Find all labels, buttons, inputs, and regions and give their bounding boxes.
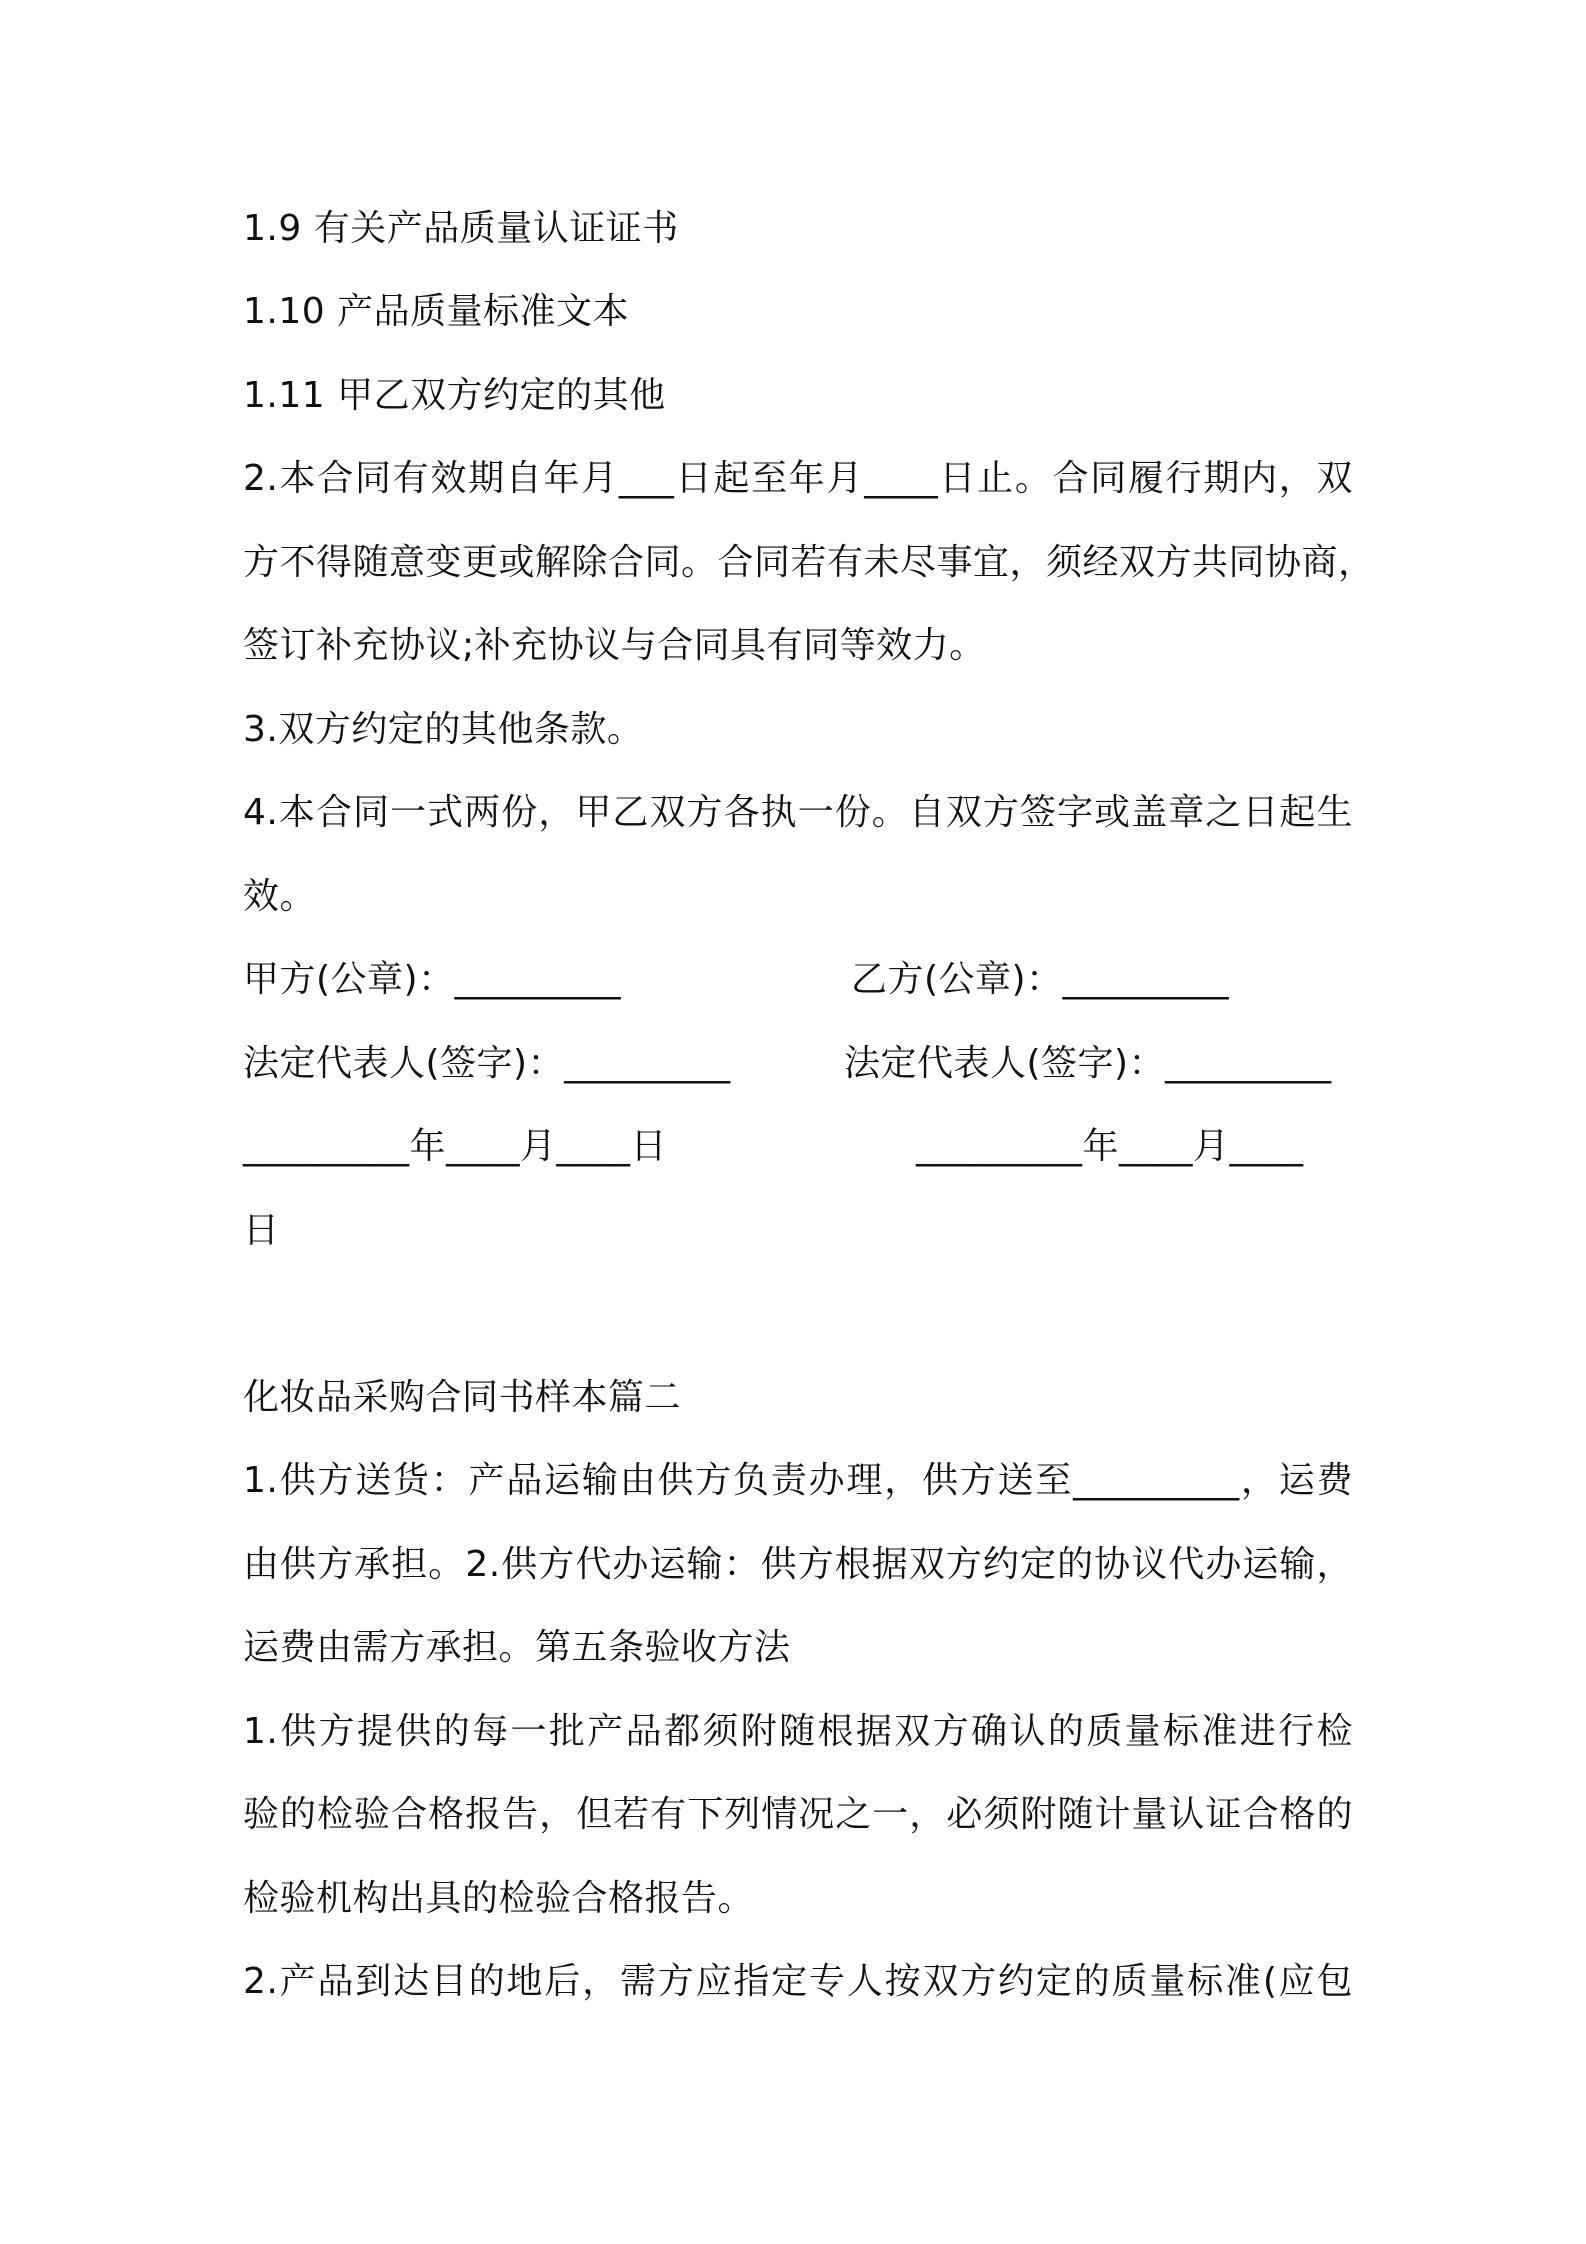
inspection-1-line-1: 1.供方提供的每一批产品都须附随根据双方确认的质量标准进行检 <box>243 1711 1353 1752</box>
clause-2-line-1: 2.本合同有效期自年月___日起至年月____日止。合同履行期内，双 <box>243 458 1353 499</box>
party-a-seal: 甲方(公章)：_________ <box>243 959 622 1000</box>
clause-4-line-1: 4.本合同一式两份，甲乙双方各执一份。自双方签字或盖章之日起生 <box>243 792 1353 833</box>
delivery-line-1: 1.供方送货：产品运输由供方负责办理，供方送至_________，运费 <box>243 1460 1353 1501</box>
clause-4-line-2: 效。 <box>243 876 317 917</box>
clause-2-line-2: 方不得随意变更或解除合同。合同若有未尽事宜，须经双方共同协商， <box>243 542 1375 583</box>
item-1-11: 1.11 甲乙双方约定的其他 <box>243 375 666 416</box>
item-1-9: 1.9 有关产品质量认证证书 <box>243 208 679 249</box>
inspection-1-line-2: 验的检验合格报告，但若有下列情况之一，必须附随计量认证合格的 <box>243 1794 1353 1835</box>
clause-2-line-3: 签订补充协议;补充协议与合同具有同等效力。 <box>243 625 986 666</box>
section-2-title: 化妆品采购合同书样本篇二 <box>243 1377 682 1418</box>
party-a-date: _________年____月____日 <box>243 1126 667 1167</box>
inspection-1-line-3: 检验机构出具的检验合格报告。 <box>243 1878 755 1919</box>
inspection-2-line-1: 2.产品到达目的地后，需方应指定专人按双方约定的质量标准(应包 <box>243 1961 1353 2002</box>
party-b-date-wrap: 日 <box>243 1210 280 1251</box>
party-a-representative: 法定代表人(签字)：_________ <box>243 1043 731 1084</box>
party-b-representative: 法定代表人(签字)：_________ <box>844 1043 1332 1084</box>
party-b-date: _________年____月____ <box>916 1126 1304 1167</box>
clause-3: 3.双方约定的其他条款。 <box>243 709 644 750</box>
item-1-10: 1.10 产品质量标准文本 <box>243 291 630 332</box>
party-b-seal: 乙方(公章)：_________ <box>851 959 1230 1000</box>
delivery-line-2: 由供方承担。2.供方代办运输：供方根据双方约定的协议代办运输， <box>243 1544 1353 1585</box>
delivery-line-3: 运费由需方承担。第五条验收方法 <box>243 1627 791 1668</box>
